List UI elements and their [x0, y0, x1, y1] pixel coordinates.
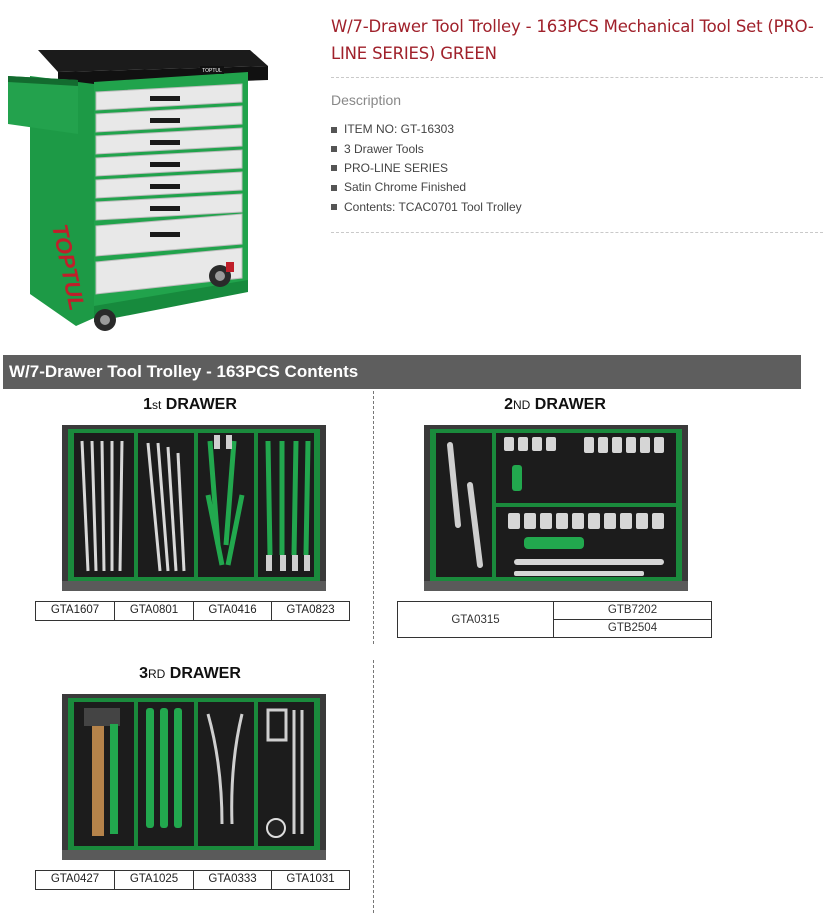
code-cell: GTB7202 — [607, 604, 658, 616]
description-heading: Description — [331, 92, 402, 108]
description-item: Contents: TCAC0701 Tool Trolley — [331, 198, 522, 217]
description-item: ITEM NO: GT-16303 — [331, 120, 522, 139]
divider-bottom — [331, 232, 823, 233]
svg-text:TOPTUL: TOPTUL — [202, 68, 222, 74]
code-cell: GTB2504 — [554, 619, 711, 637]
divider-top — [331, 77, 823, 78]
drawer-1-codes — [35, 601, 350, 621]
code-cell: GTA0801 — [114, 602, 193, 620]
code-cell: GTA0823 — [271, 602, 349, 620]
code-cell: GTA0427 — [50, 873, 100, 885]
code-cell: GTA1031 — [271, 871, 349, 889]
drawer-2-image — [424, 425, 688, 591]
description-item: 3 Drawer Tools — [331, 139, 522, 158]
description-list — [331, 120, 522, 217]
description-item: PRO-LINE SERIES — [331, 159, 522, 178]
square-bullet-icon — [331, 146, 337, 152]
drawer-3-title: 3RD DRAWER — [139, 665, 241, 682]
code-cell: GTA0315 — [398, 602, 554, 637]
square-bullet-icon — [331, 204, 337, 210]
column-divider — [373, 660, 374, 913]
drawer-3-codes — [35, 870, 350, 890]
code-cell: GTA0333 — [193, 871, 271, 889]
drawer-2-codes — [397, 601, 712, 638]
product-title: W/7-Drawer Tool Trolley - 163PCS Mechanical Tool Set (PRO-LINE SERIES) GREEN — [331, 17, 814, 63]
contents-banner: W/7-Drawer Tool Trolley - 163PCS Contents — [3, 355, 801, 389]
drawer-1-title: 1st DRAWER — [143, 396, 237, 413]
product-image — [0, 36, 275, 336]
square-bullet-icon — [331, 185, 337, 191]
drawer-1-image — [62, 425, 326, 591]
drawer-2-title: 2ND DRAWER — [504, 396, 606, 413]
code-cell: GTA0416 — [193, 602, 271, 620]
svg-text:TOPTUL: TOPTUL — [47, 221, 90, 313]
square-bullet-icon — [331, 127, 337, 133]
code-cell: GTA1025 — [114, 871, 193, 889]
drawer-3-image — [62, 694, 326, 860]
description-item: Satin Chrome Finished — [331, 178, 522, 197]
column-divider — [373, 391, 374, 644]
square-bullet-icon — [331, 165, 337, 171]
code-cell: GTA1607 — [50, 604, 100, 616]
